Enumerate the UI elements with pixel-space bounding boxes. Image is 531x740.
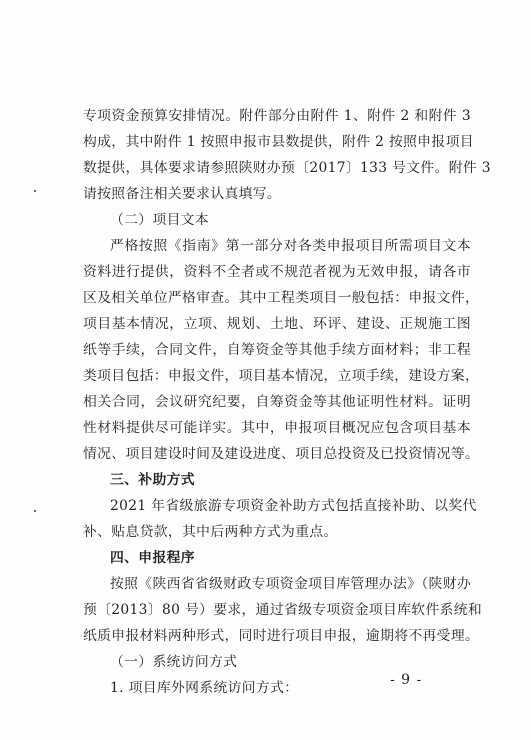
section-heading: 四、申报程序	[110, 550, 195, 566]
body-text-line: 数提供，具体要求请参照陕财办预〔2017〕133 号文件。附件 3	[83, 160, 491, 176]
body-text-line: 项目基本情况，立项、规划、土地、环评、建设、正规施工图	[83, 316, 471, 332]
body-text-line: 区及相关单位严格审查。其中工程类项目一般包括：申报文件，	[83, 290, 480, 306]
body-text-line: 性材料提供尽可能详实。其中，申报项目概况应包含项目基本	[83, 420, 471, 436]
body-text-line: 按照《陕西省省级财政专项资金项目库管理办法》（陕财办	[110, 576, 471, 592]
body-text-line: 构成，其中附件 1 按照申报市县数提供，附件 2 按照申报项目	[83, 134, 474, 150]
body-text-line: 1. 项目库外网系统访问方式：	[110, 680, 299, 696]
body-text-line: 类项目包括：申报文件，项目基本情况，立项手续，建设方案，	[83, 368, 480, 384]
page-number: - 9 -	[390, 672, 423, 688]
body-text-line: 2021 年省级旅游专项资金补助方式包括直接补助、以奖代	[110, 498, 477, 514]
binding-mark-bottom	[34, 510, 36, 512]
body-text-line: 资料进行提供，资料不全者或不规范者视为无效申报，请各市	[83, 264, 471, 280]
section-subheading: （二）项目文本	[110, 212, 210, 228]
body-text-line: 请按照备注相关要求认真填写。	[83, 186, 282, 202]
body-text-line: 相关合同，会议研究纪要，自筹资金等其他证明性材料。证明	[83, 394, 471, 410]
section-subheading: （一）系统访问方式	[110, 654, 238, 670]
body-text-line: 补、贴息贷款，其中后两种方式为重点。	[83, 524, 338, 540]
binding-mark-top	[34, 190, 36, 192]
body-text-line: 专项资金预算安排情况。附件部分由附件 1、附件 2 和附件 3	[83, 108, 471, 124]
body-text-line: 预〔2013〕80 号）要求，通过省级专项资金项目库软件系统和	[83, 602, 483, 618]
body-text-line: 情况、项目建设时间及建设进度、项目总投资及已投资情况等。	[83, 446, 480, 462]
body-text-line: 纸质申报材料两种形式，同时进行项目申报，逾期将不再受理。	[83, 628, 480, 644]
body-text-line: 严格按照《指南》第一部分对各类申报项目所需项目文本	[110, 238, 471, 254]
body-text-line: 纸等手续，合同文件，自筹资金等其他手续方面材料；非工程	[83, 342, 471, 358]
section-heading: 三、补助方式	[110, 472, 195, 488]
